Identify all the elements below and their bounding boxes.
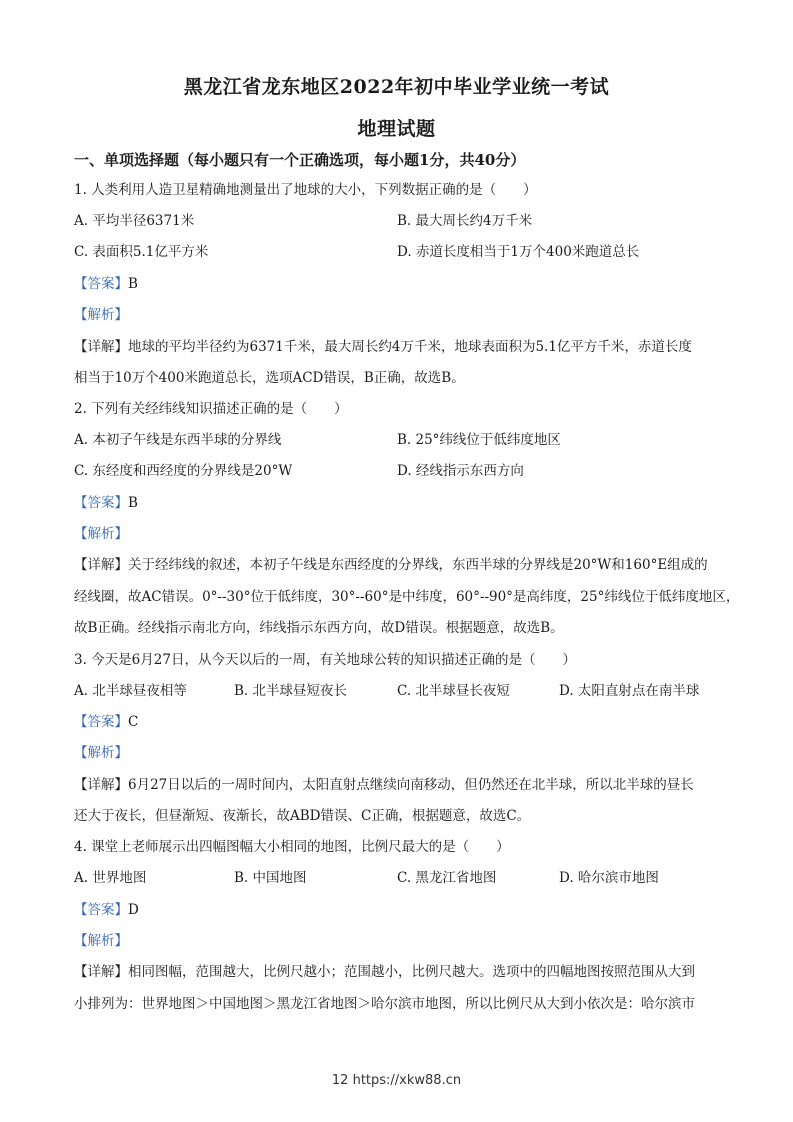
q3-detail-line1 [74, 776, 724, 794]
q4-option-a: A. 世界地图 [74, 870, 147, 886]
q3-option-c: C. 北半球昼长夜短 [397, 683, 510, 699]
q2-option-b: B. 25°纬线位于低纬度地区 [397, 432, 561, 448]
q2-analysis-tag: 【解析】 [74, 526, 128, 542]
answer-tag: 【答案】 [74, 276, 128, 292]
q1-option-a: A. 平均半径6371米 [74, 213, 195, 229]
q3-answer-value: C [128, 714, 139, 730]
q3-option-a: A. 北半球昼夜相等 [74, 683, 187, 699]
q3-stem: 3. 今天是6月27日，从今天以后的一周，有关地球公转的知识描述正确的是（ ） [74, 652, 576, 668]
q1-option-b: B. 最大周长约4万千米 [397, 213, 533, 229]
q3-detail-line2: 还大于夜长，但昼渐短、夜渐长，故ABD错误、C正确，根据题意，故选C。 [74, 808, 531, 824]
q1-answer-value: B [128, 276, 138, 292]
q2-answer-value: B [128, 495, 138, 511]
q1-stem: 1. 人类利用人造卫星精确地测量出了地球的大小，下列数据正确的是（ ） [74, 182, 537, 198]
q4-stem: 4. 课堂上老师展示出四幅图幅大小相同的地图，比例尺最大的是（ ） [74, 839, 510, 855]
q1-option-d: D. 赤道长度相当于1万个400米跑道总长 [397, 244, 640, 260]
q2-detail-line1 [74, 556, 724, 574]
q4-option-c: C. 黑龙江省地图 [397, 870, 497, 886]
detail-tag: 【详解】 [74, 339, 128, 355]
q1-option-c: C. 表面积5.1亿平方米 [74, 244, 209, 260]
q3-option-d: D. 太阳直射点在南半球 [559, 683, 700, 699]
q2-detail-line3: 故B正确。经线指示南北方向，纬线指示东西方向，故D错误。根据题意，故选B。 [74, 620, 564, 636]
q4-answer-value: D [128, 902, 139, 918]
detail-tag: 【详解】 [74, 557, 128, 573]
q2-detail-line2: 经线圈，故AC错误。0°--30°位于低纬度，30°--60°是中纬度，60°--90°是高纬度，25°纬线位于低纬度地区， [74, 589, 740, 605]
answer-tag: 【答案】 [74, 714, 128, 730]
q3-option-b: B. 北半球昼短夜长 [234, 683, 348, 699]
q1-answer [74, 275, 724, 293]
q1-detail-line2: 相当于10万个400米跑道总长，选项ACD错误，B正确，故选B。 [74, 370, 465, 386]
q3-answer [74, 713, 724, 731]
exam-title: 黑龙江省龙东地区2022年初中毕业学业统一考试 [183, 76, 610, 98]
q4-option-b: B. 中国地图 [234, 870, 307, 886]
q4-answer [74, 901, 724, 919]
q3-analysis-tag: 【解析】 [74, 745, 128, 761]
exam-subtitle: 地理试题 [357, 118, 436, 140]
q4-analysis-tag: 【解析】 [74, 933, 128, 949]
q2-option-a: A. 本初子午线是东西半球的分界线 [74, 432, 282, 448]
q4-detail-text1: 相同图幅，范围越大，比例尺越小；范围越小，比例尺越大。选项中的四幅地图按照范围从大到 [128, 964, 695, 980]
q4-detail-line1 [74, 963, 724, 981]
detail-tag: 【详解】 [74, 964, 128, 980]
q1-analysis-tag: 【解析】 [74, 307, 128, 323]
q2-stem: 2. 下列有关经纬线知识描述正确的是（ ） [74, 401, 348, 417]
q4-detail-line2: 小排列为：世界地图＞中国地图＞黑龙江省地图＞哈尔滨市地图，所以比例尺从大到小依次是：哈尔滨市 [74, 996, 695, 1012]
q1-detail-line1 [74, 338, 724, 356]
page-footer: 12 https://xkw88.cn [331, 1073, 462, 1088]
q4-option-d: D. 哈尔滨市地图 [559, 870, 659, 886]
q1-detail-text1: 地球的平均半径约为6371千米，最大周长约4万千米，地球表面积为5.1亿平方千米，赤道长度 [128, 339, 692, 355]
q2-detail-text1: 关于经纬线的叙述，本初子午线是东西经度的分界线，东西半球的分界线是20°W和160°E组成的 [128, 557, 708, 573]
detail-tag: 【详解】 [74, 777, 128, 793]
q2-answer [74, 494, 724, 512]
q2-option-c: C. 东经度和西经度的分界线是20°W [74, 463, 293, 479]
section-heading: 一、单项选择题（每小题只有一个正确选项，每小题1分，共40分） [74, 151, 526, 169]
answer-tag: 【答案】 [74, 902, 128, 918]
q2-option-d: D. 经线指示东西方向 [397, 463, 524, 479]
answer-tag: 【答案】 [74, 495, 128, 511]
q3-detail-text1: 6月27日以后的一周时间内，太阳直射点继续向南移动，但仍然还在北半球，所以北半球的昼长 [128, 777, 694, 793]
